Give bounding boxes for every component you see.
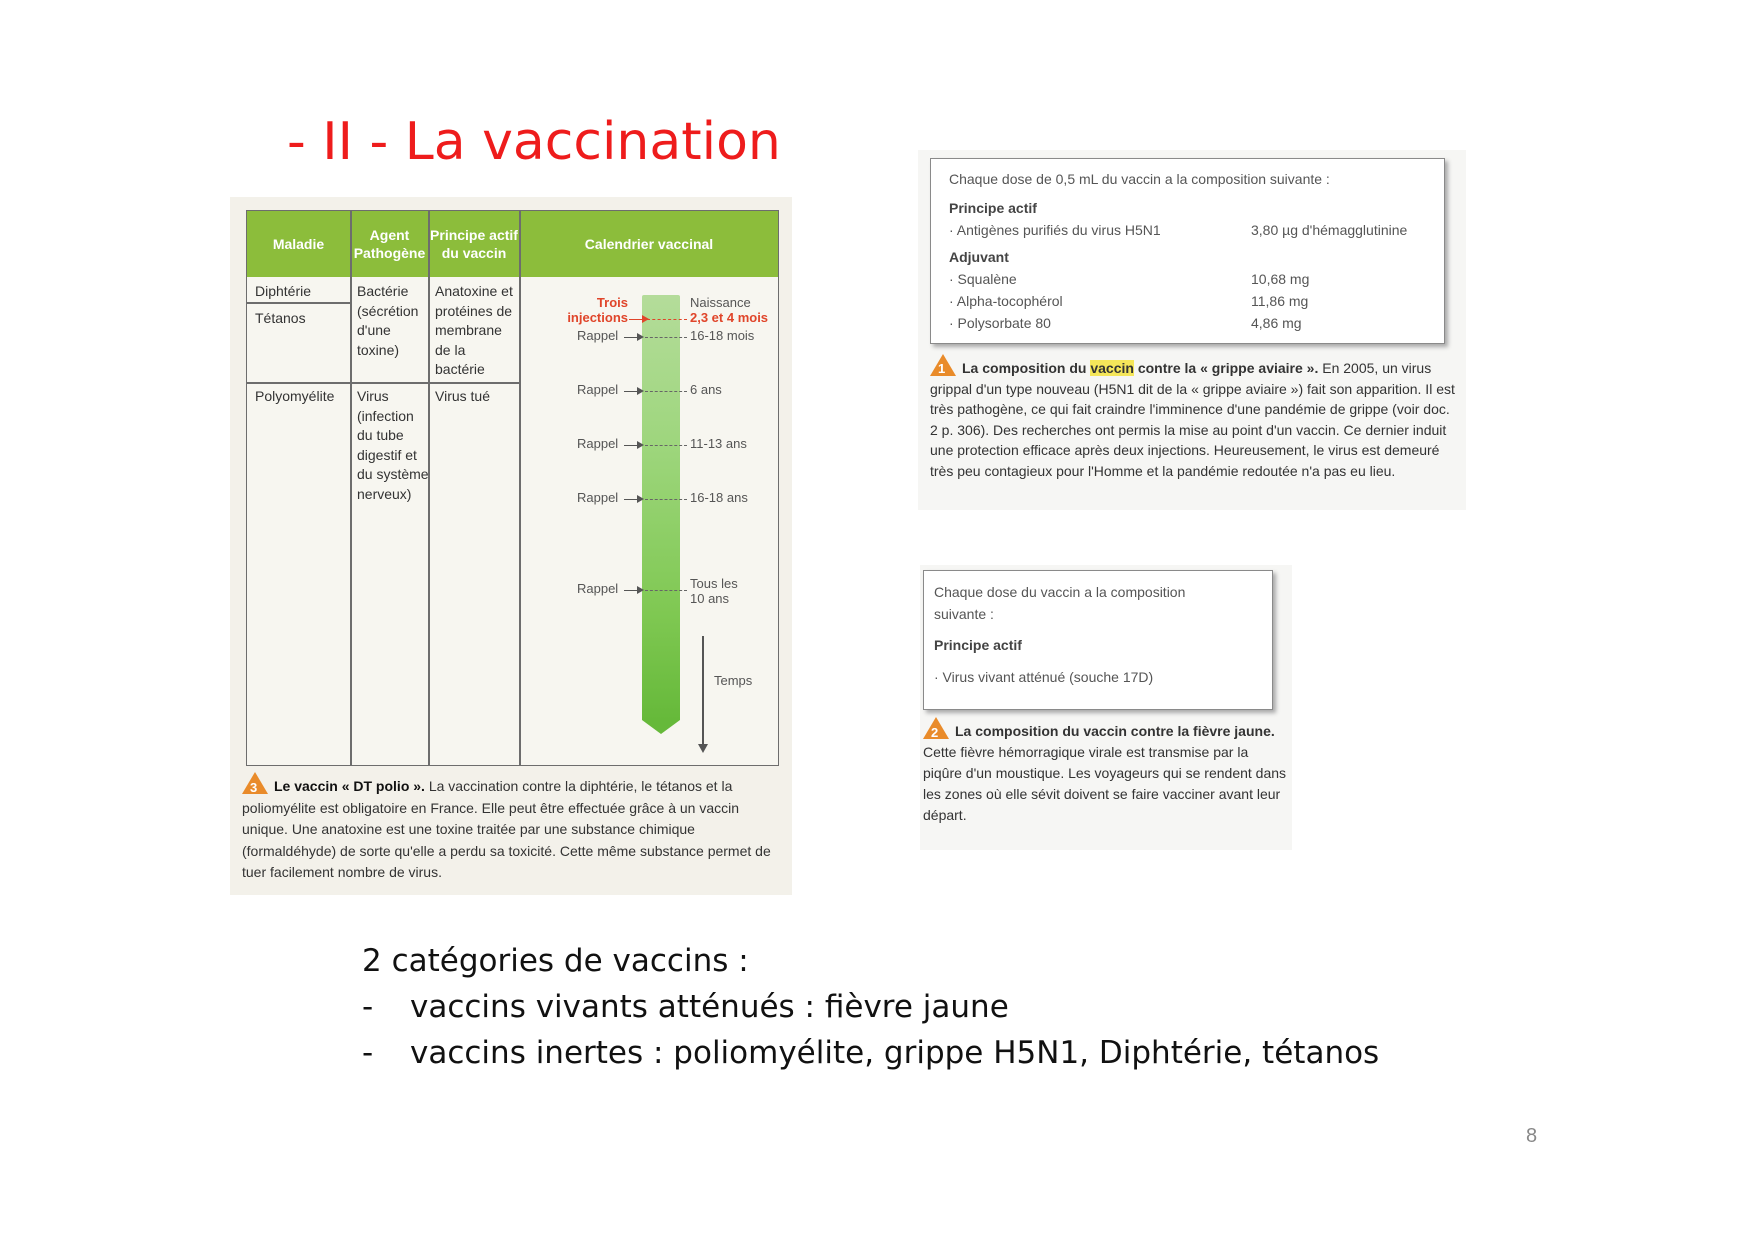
cell-principe-anatoxine: Anatoxine et protéines de membrane de la bactérie: [435, 283, 513, 377]
adjuvant-heading: Adjuvant: [949, 249, 1009, 265]
cell-agent-virus: Virus (infection du tube digestif et du système nerveux): [357, 388, 429, 502]
doc1-caption-highlight: vaccin: [1090, 360, 1134, 376]
antigen-label: · Antigènes purifiés du virus H5N1: [949, 222, 1161, 238]
calendar-timeline-tip: [642, 720, 680, 734]
label-tous-les: Tous les: [690, 576, 738, 591]
adjuvant-value: 11,86 mg: [1251, 293, 1309, 309]
label-rappel: Rappel: [577, 382, 619, 397]
label-rappel: Rappel: [577, 328, 619, 343]
doc-number-badge: 2: [923, 717, 949, 739]
doc3-caption-title: Le vaccin « DT polio ».: [274, 778, 425, 794]
principe-actif-item: · Virus vivant atténué (souche 17D): [934, 669, 1154, 685]
row-divider: [247, 302, 350, 304]
label-6-ans: 6 ans: [690, 382, 722, 397]
time-axis-arrowhead: [698, 744, 708, 753]
doc1-caption-text: En 2005, un virus grippal d'un type nouveau (H5N1 dit de la « grippe aviaire ») fait son apparition. Il est très pathogène, ce qui fait craindre l'imminence d'une pandémie de grippe (voir doc. 2 p. 306). Des recherches ont permis la mise au point d'un vaccin. Ce dernier induit une protection efficace après deux injections. Heureusement, le virus est demeuré très peu contagieux pour l'Homme et la pandémie redoutée n'a pas eu lieu.: [930, 360, 1455, 479]
doc3-caption: [242, 772, 782, 884]
cell-principe-virus-tue: Virus tué: [435, 388, 490, 404]
header-agent: Agent Pathogène: [353, 227, 426, 261]
label-rappel: Rappel: [577, 490, 619, 505]
column-divider: [519, 211, 521, 765]
tick-rappel: [645, 590, 687, 591]
cell-polyomyelite: Polyomyélite: [255, 388, 335, 404]
doc-grippe-aviaire: [918, 150, 1466, 510]
summary-item-inert-vaccines: vaccins inertes : poliomyélite, grippe H5N1, Diphtérie, tétanos: [410, 1035, 1380, 1071]
label-16-18-mois: 16-18 mois: [690, 328, 755, 343]
summary-bullet: -: [362, 989, 374, 1025]
summary-bullet: -: [362, 1035, 374, 1071]
summary-item-live-vaccines: vaccins vivants atténués : fièvre jaune: [410, 989, 1009, 1025]
header-principe: Principe actif du vaccin: [430, 227, 518, 261]
row-divider: [247, 382, 519, 384]
doc1-caption-title-a: La composition du: [962, 360, 1087, 376]
summary-heading: 2 catégories de vaccins :: [362, 943, 749, 979]
label-naissance: Naissance: [690, 295, 751, 310]
tick-rappel: [645, 499, 687, 500]
header-calendrier: Calendrier vaccinal: [584, 236, 714, 252]
tick-rappel: [645, 445, 687, 446]
composition-intro: Chaque dose de 0,5 mL du vaccin a la composition suivante :: [949, 171, 1330, 187]
adjuvant-value: 10,68 mg: [1251, 271, 1310, 287]
cell-diphterie: Diphtérie: [255, 283, 312, 299]
arrow-rappel: [624, 590, 642, 591]
label-rappel: Rappel: [577, 581, 619, 596]
label-trois-injections: Trois injections: [567, 295, 628, 325]
composition-intro: Chaque dose du vaccin a la composition suivante :: [934, 584, 1186, 622]
vaccination-table: [246, 210, 779, 766]
doc3-caption-text: La vaccination contre la diphtérie, le tétanos et la poliomyélite est obligatoire en France. Elle peut être effectuée grâce à un vaccin unique. Une anatoxine est une toxine traitée par une substance chimique (formaldéhyde) de sorte qu'elle a perdu sa toxicité. Cette même substance permet de tuer facilement nombre de virus.: [242, 778, 771, 880]
doc2-caption: [923, 717, 1288, 826]
arrow-rappel: [624, 391, 642, 392]
doc1-caption: [930, 354, 1455, 481]
column-divider: [350, 211, 352, 765]
calendar-timeline-tube: [642, 295, 680, 720]
principe-actif-heading: Principe actif: [949, 200, 1037, 216]
label-rappel: Rappel: [577, 436, 619, 451]
doc-number-badge: 1: [930, 354, 956, 376]
adjuvant-label: · Squalène: [949, 271, 1017, 287]
page-number: 8: [1526, 1125, 1538, 1147]
adjuvant-value: 4,86 mg: [1251, 315, 1302, 331]
label-temps: Temps: [714, 673, 753, 688]
arrow-rappel: [624, 445, 642, 446]
doc2-caption-text: Cette fièvre hémorragique virale est transmise par la piqûre d'un moustique. Les voyageurs qui se rendent dans les zones où elle sévit doivent se faire vacciner avant leur départ.: [923, 744, 1287, 823]
time-axis-arrow: [702, 636, 704, 746]
tick-rappel: [645, 337, 687, 338]
principe-actif-heading: Principe actif: [934, 637, 1022, 653]
doc-fievre-jaune: [920, 565, 1292, 850]
arrow-rappel: [624, 337, 642, 338]
doc-dt-polio: [230, 197, 792, 895]
arrow-injections: [629, 319, 647, 320]
tick-injections: [647, 319, 687, 320]
slide-title: - II - La vaccination: [287, 112, 781, 172]
arrow-rappel: [624, 499, 642, 500]
composition-box-h5n1: [930, 158, 1445, 344]
label-234-mois: 2,3 et 4 mois: [690, 310, 769, 325]
cell-tetanos: Tétanos: [255, 310, 306, 326]
doc1-caption-title-b: contre la « grippe aviaire ».: [1137, 360, 1319, 376]
cell-agent-bacterie: Bactérie (sécrétion d'une toxine): [357, 283, 419, 358]
composition-box-fievre-jaune: [923, 570, 1273, 710]
doc2-caption-title: La composition du vaccin contre la fièvre jaune.: [955, 723, 1275, 739]
doc-number-badge: 3: [242, 772, 268, 794]
label-16-18-ans: 16-18 ans: [690, 490, 748, 505]
antigen-value: 3,80 µg d'hémagglutinine: [1251, 222, 1408, 238]
label-11-13-ans: 11-13 ans: [690, 436, 747, 451]
adjuvant-label: · Polysorbate 80: [949, 315, 1051, 331]
header-maladie: Maladie: [272, 236, 325, 252]
tick-rappel: [645, 391, 687, 392]
adjuvant-label: · Alpha-tocophérol: [949, 293, 1063, 309]
label-10-ans: 10 ans: [690, 591, 730, 606]
